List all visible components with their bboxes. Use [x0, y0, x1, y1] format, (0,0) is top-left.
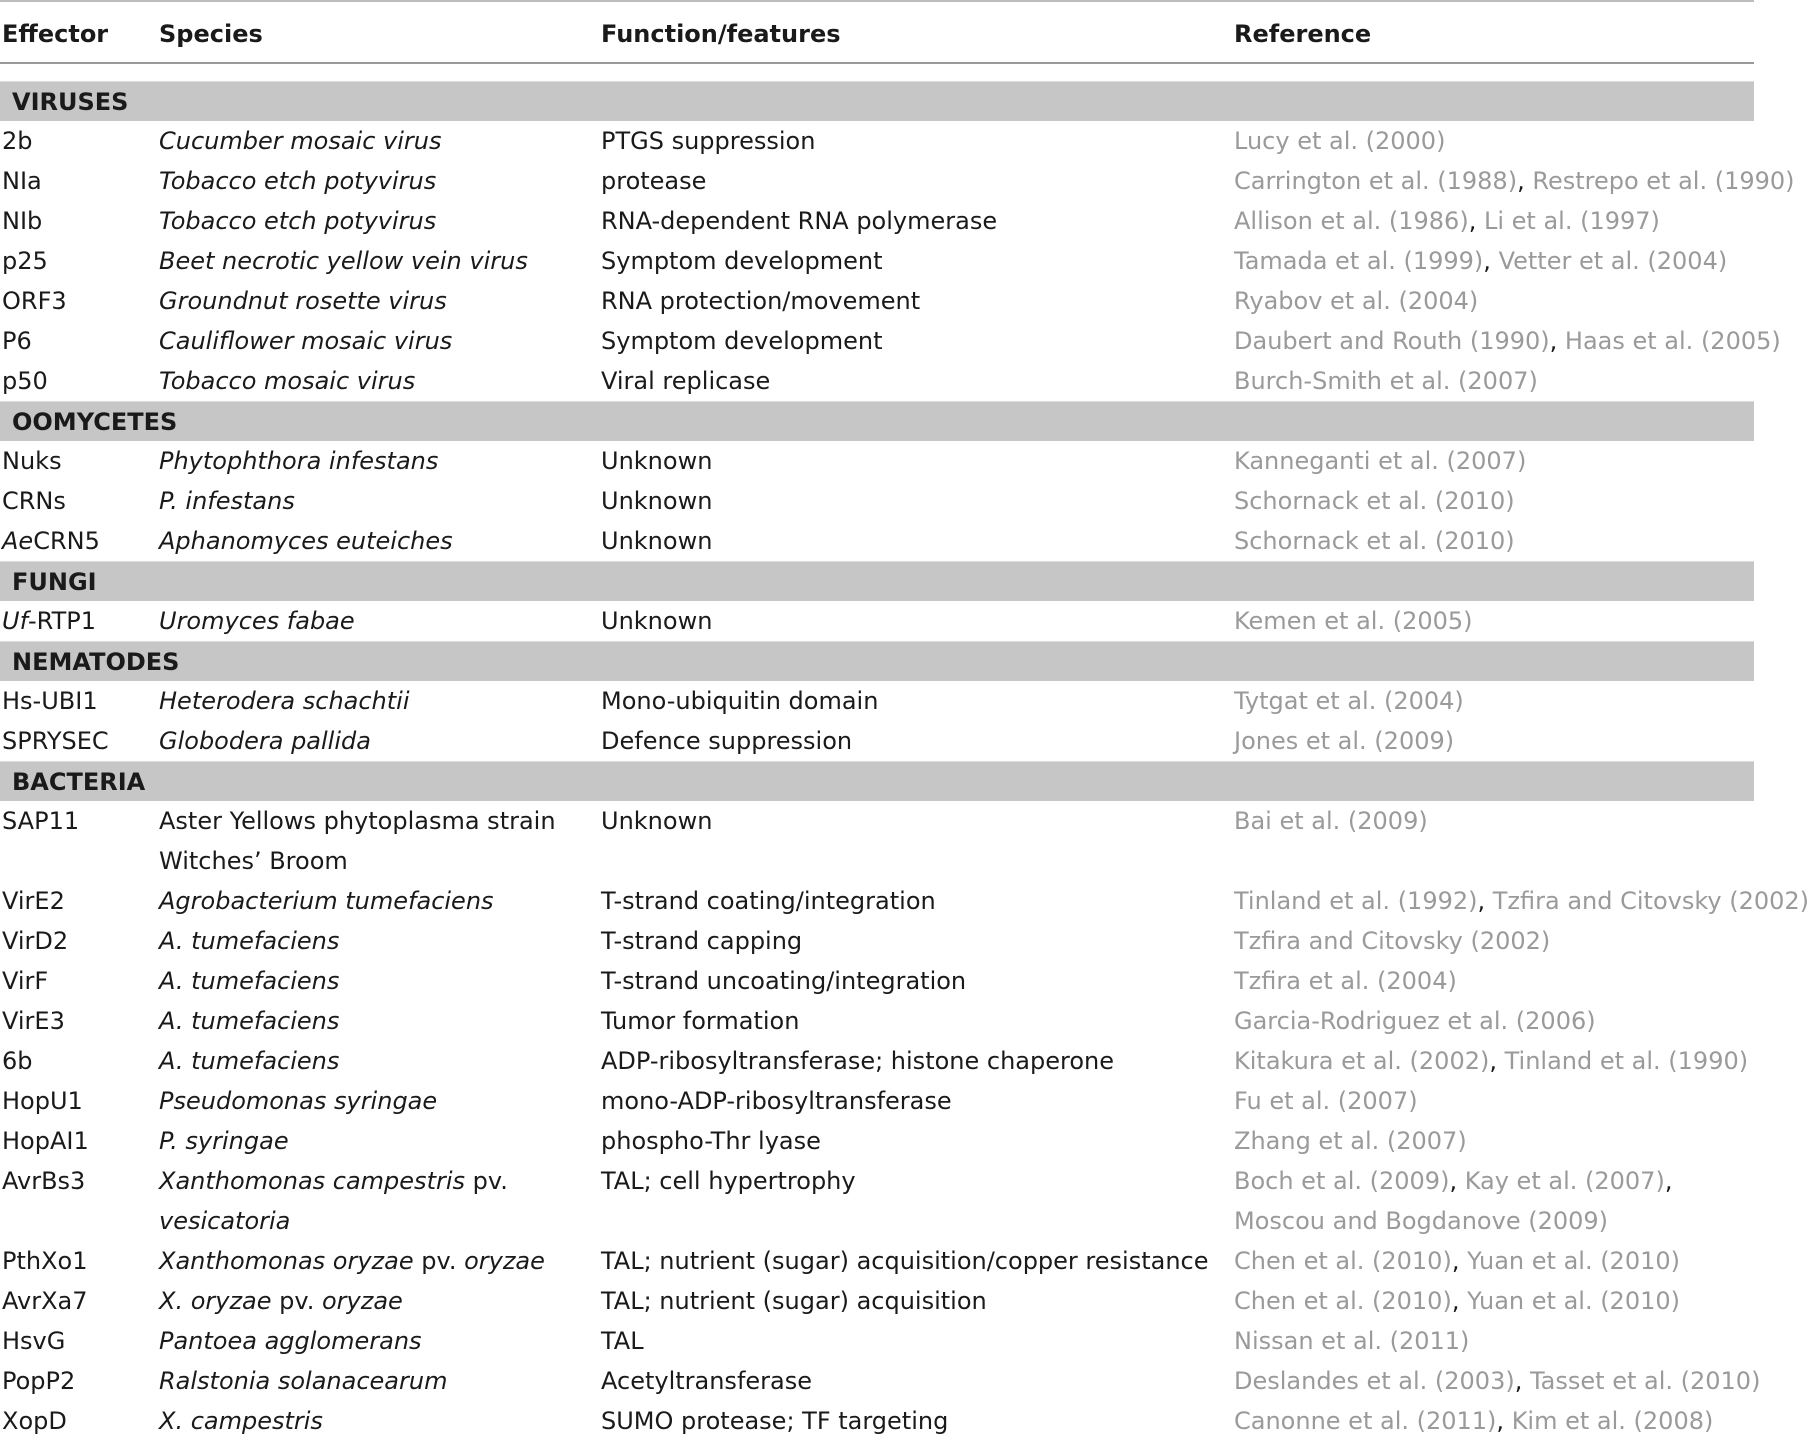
reference-separator: , — [1664, 1167, 1673, 1195]
table-row — [0, 201, 1754, 241]
reference-cell — [1234, 961, 1457, 1001]
table-body — [0, 81, 1809, 1441]
effector-name: XopD — [2, 1407, 67, 1435]
reference-link[interactable]: Daubert and Routh (1990) — [1234, 327, 1550, 355]
effector-name: -RTP1 — [28, 607, 97, 635]
table-row — [0, 1041, 1754, 1081]
table-row — [0, 241, 1754, 281]
table-row — [0, 681, 1754, 721]
effector-name: ORF3 — [2, 287, 67, 315]
reference-separator: , — [1496, 1407, 1512, 1435]
effector-name: VirE2 — [2, 887, 65, 915]
reference-separator: , — [1549, 327, 1565, 355]
section-header: NEMATODES — [0, 641, 1754, 681]
reference-separator: , — [1451, 1247, 1468, 1275]
species-cell — [159, 1081, 437, 1121]
table-row — [0, 361, 1754, 401]
species-name: Pantoea agglomerans — [159, 1327, 422, 1355]
reference-link[interactable]: Ryabov et al. (2004) — [1234, 287, 1479, 315]
reference-link[interactable]: Kay et al. (2007) — [1464, 1167, 1665, 1195]
reference-link[interactable]: Schornack et al. (2010) — [1234, 527, 1515, 555]
reference-separator: , — [1451, 1287, 1468, 1315]
reference-cell — [1234, 721, 1454, 761]
species-cell — [159, 721, 371, 761]
species-name: Tobacco etch potyvirus — [159, 167, 437, 195]
function-cell: Defence suppression — [601, 727, 853, 755]
effector-name: HopU1 — [2, 1087, 83, 1115]
species-name: Cucumber mosaic virus — [159, 127, 442, 155]
reference-separator: , — [1517, 167, 1533, 195]
effector-name: HsvG — [2, 1327, 66, 1355]
table-row — [0, 721, 1754, 761]
species-name: X. campestris — [159, 1407, 323, 1435]
reference-cell — [1234, 1081, 1418, 1121]
function-cell: T-strand capping — [601, 927, 803, 955]
table-row — [0, 121, 1754, 161]
species-name: Pseudomonas syringae — [159, 1087, 438, 1115]
reference-cell — [1234, 361, 1538, 401]
header-species: Species — [159, 20, 263, 48]
reference-cell — [1234, 121, 1445, 161]
species-cell — [159, 241, 528, 281]
function-cell: Tumor formation — [601, 1007, 800, 1035]
effector-cell — [2, 441, 62, 481]
reference-cell — [1234, 681, 1464, 721]
effector-name: NIa — [2, 167, 42, 195]
effector-name: P6 — [2, 327, 32, 355]
species-cell — [159, 321, 452, 361]
species-name: Tobacco mosaic virus — [159, 367, 416, 395]
effector-cell — [2, 281, 67, 321]
effector-name: CRN5 — [33, 527, 100, 555]
species-name: A. tumefaciens — [159, 927, 340, 955]
reference-link[interactable]: Restrepo et al. (1990) — [1532, 167, 1795, 195]
reference-link[interactable]: Chen et al. (2010) — [1234, 1287, 1452, 1315]
effector-cell — [2, 1081, 83, 1121]
reference-link[interactable]: Bai et al. (2009) — [1234, 807, 1428, 835]
effector-cell — [2, 521, 100, 561]
reference-cell — [1234, 1041, 1748, 1081]
species-name: Cauliflower mosaic virus — [159, 327, 453, 355]
function-cell: Unknown — [601, 487, 713, 515]
effector-cell — [2, 1041, 33, 1081]
function-cell: TAL; nutrient (sugar) acquisition/copper resistance — [601, 1247, 1209, 1275]
effector-cell — [2, 921, 68, 961]
effector-cell — [2, 481, 66, 521]
effector-name: HopAI1 — [2, 1127, 89, 1155]
function-cell: Mono-ubiquitin domain — [601, 687, 879, 715]
reference-cell — [1234, 601, 1473, 641]
reference-cell — [1234, 521, 1515, 561]
effector-name: 6b — [2, 1047, 33, 1075]
reference-link[interactable]: Tinland et al. (1990) — [1504, 1047, 1749, 1075]
species-name: Agrobacterium tumefaciens — [159, 887, 494, 915]
species-cell — [159, 1281, 403, 1321]
reference-link[interactable]: Burch-Smith et al. (2007) — [1234, 367, 1538, 395]
function-cell: T-strand coating/integration — [601, 887, 936, 915]
effector-prefix: Ae — [2, 527, 34, 555]
header-gap — [0, 64, 1754, 81]
table-row — [0, 1361, 1761, 1401]
section-header: FUNGI — [0, 561, 1754, 601]
species-name: X. oryzae — [159, 1287, 272, 1315]
table-header — [0, 0, 1754, 64]
reference-cell — [1234, 201, 1660, 241]
effector-cell — [2, 1241, 88, 1281]
reference-cell — [1234, 241, 1727, 281]
species-cell — [159, 1001, 339, 1041]
reference-link[interactable]: Kim et al. (2008) — [1511, 1407, 1714, 1435]
effector-name: VirE3 — [2, 1007, 65, 1035]
effector-cell — [2, 601, 96, 641]
species-name: A. tumefaciens — [159, 967, 340, 995]
reference-cell — [1234, 1401, 1713, 1441]
table-row — [0, 1001, 1754, 1041]
effector-cell — [2, 1001, 65, 1041]
effector-name: PopP2 — [2, 1367, 76, 1395]
reference-link[interactable]: Tzfira et al. (2004) — [1234, 967, 1457, 995]
table-row — [0, 281, 1754, 321]
reference-cell — [1234, 281, 1478, 321]
effector-cell — [2, 1361, 75, 1401]
table-row — [0, 321, 1781, 361]
reference-link[interactable]: Garcia-Rodriguez et al. (2006) — [1234, 1007, 1596, 1035]
species-name: Heterodera schachtii — [159, 687, 410, 715]
species-name: Aphanomyces euteiches — [159, 527, 453, 555]
table-row — [0, 1281, 1754, 1321]
reference-link[interactable]: Haas et al. (2005) — [1564, 327, 1781, 355]
reference-cell — [1234, 1001, 1596, 1041]
species-name: A. tumefaciens — [159, 1007, 340, 1035]
species-cell — [159, 441, 438, 481]
function-cell: protease — [601, 167, 707, 195]
reference-cell — [1234, 1121, 1467, 1161]
table-row — [0, 1321, 1754, 1361]
effector-cell — [2, 361, 48, 401]
reference-link[interactable]: Boch et al. (2009) — [1234, 1167, 1450, 1195]
species-cell — [159, 961, 339, 1001]
species-cell — [159, 681, 410, 721]
effector-name: AvrXa7 — [2, 1287, 88, 1315]
reference-cell — [1234, 441, 1526, 481]
reference-separator: , — [1477, 887, 1493, 915]
species-name: A. tumefaciens — [159, 1047, 340, 1075]
species-cell — [159, 521, 453, 561]
reference-link[interactable]: Tamada et al. (1999) — [1234, 247, 1484, 275]
reference-cell — [1234, 1161, 1754, 1241]
effector-name: p50 — [2, 367, 48, 395]
effector-cell — [2, 721, 109, 761]
species-cell — [159, 1041, 339, 1081]
species-name: Groundnut rosette virus — [159, 287, 447, 315]
effector-cell — [2, 161, 42, 201]
reference-link[interactable]: Fu et al. (2007) — [1234, 1087, 1418, 1115]
reference-link[interactable]: Jones et al. (2009) — [1234, 727, 1455, 755]
reference-link[interactable]: Chen et al. (2010) — [1234, 1247, 1452, 1275]
effector-cell — [2, 881, 65, 921]
function-cell: mono-ADP-ribosyltransferase — [601, 1087, 952, 1115]
species-cell — [159, 881, 494, 921]
species-cell — [159, 1121, 289, 1161]
effector-cell — [2, 961, 48, 1001]
reference-link[interactable]: Moscou and Bogdanove (2009) — [1234, 1207, 1609, 1235]
effector-name: 2b — [2, 127, 33, 155]
effector-cell — [2, 1281, 88, 1321]
section-header: OOMYCETES — [0, 401, 1754, 441]
effector-name: VirD2 — [2, 927, 69, 955]
effector-name: CRNs — [2, 487, 66, 515]
function-cell: Unknown — [601, 607, 713, 635]
effector-cell — [2, 681, 98, 721]
function-cell: TAL; cell hypertrophy — [601, 1167, 856, 1195]
function-cell: RNA protection/movement — [601, 287, 921, 315]
species-name: P. syringae — [159, 1127, 289, 1155]
reference-cell — [1234, 1321, 1469, 1361]
function-cell: Symptom development — [601, 247, 883, 275]
header-function: Function/features — [601, 20, 841, 48]
reference-cell — [1234, 1361, 1760, 1401]
reference-link[interactable]: Kanneganti et al. (2007) — [1234, 447, 1527, 475]
reference-link[interactable]: Carrington et al. (1988) — [1234, 167, 1518, 195]
species-name: Aster Yellows phytoplasma strain Witches’ Broom — [159, 807, 556, 875]
table-row — [0, 1401, 1754, 1441]
species-pathovar: oryzae — [322, 1287, 403, 1315]
reference-link[interactable]: Yuan et al. (2010) — [1467, 1247, 1680, 1275]
species-cell — [159, 1161, 579, 1241]
function-cell: Acetyltransferase — [601, 1367, 812, 1395]
reference-link[interactable]: Yuan et al. (2010) — [1467, 1287, 1680, 1315]
table-row — [0, 801, 1754, 881]
function-cell: T-strand uncoating/integration — [601, 967, 967, 995]
species-pv: pv. — [413, 1247, 465, 1275]
function-cell: SUMO protease; TF targeting — [601, 1407, 949, 1435]
header-reference: Reference — [1234, 20, 1372, 48]
reference-cell — [1234, 1241, 1680, 1281]
reference-separator: , — [1449, 1167, 1465, 1195]
reference-link[interactable]: Tzfira and Citovsky (2002) — [1234, 927, 1551, 955]
reference-cell — [1234, 1281, 1680, 1321]
species-cell — [159, 481, 295, 521]
species-cell — [159, 1401, 323, 1441]
reference-link[interactable]: Li et al. (1997) — [1483, 207, 1660, 235]
species-name: Tobacco etch potyvirus — [159, 207, 437, 235]
section-header: VIRUSES — [0, 81, 1754, 121]
species-cell — [159, 1361, 447, 1401]
effector-cell — [2, 1401, 67, 1441]
species-pathovar: oryzae — [464, 1247, 545, 1275]
species-name: P. infestans — [159, 487, 295, 515]
species-name: Globodera pallida — [159, 727, 371, 755]
reference-link[interactable]: Allison et al. (1986) — [1234, 207, 1469, 235]
function-cell: TAL — [601, 1327, 644, 1355]
reference-link[interactable]: Lucy et al. (2000) — [1234, 127, 1446, 155]
species-name: Xanthomonas oryzae — [159, 1247, 414, 1275]
species-name: Phytophthora infestans — [159, 447, 439, 475]
effector-cell — [2, 1161, 85, 1201]
reference-cell — [1234, 921, 1550, 961]
effector-name: p25 — [2, 247, 48, 275]
species-cell — [159, 361, 415, 401]
table-row — [0, 441, 1754, 481]
table-row — [0, 1081, 1754, 1121]
effector-name: SAP11 — [2, 807, 80, 835]
function-cell: RNA-dependent RNA polymerase — [601, 207, 998, 235]
function-cell: Symptom development — [601, 327, 883, 355]
species-pathovar: vesicatoria — [159, 1207, 291, 1235]
reference-link[interactable]: Tasset et al. (2010) — [1529, 1367, 1761, 1395]
reference-cell — [1234, 321, 1781, 361]
reference-link[interactable]: Tzfira and Citovsky (2002) — [1492, 887, 1809, 915]
table-row — [0, 521, 1754, 561]
table-row — [0, 881, 1809, 921]
table-row — [0, 961, 1754, 1001]
section-header: BACTERIA — [0, 761, 1754, 801]
effector-cell — [2, 1321, 65, 1361]
effector-name: SPRYSEC — [2, 727, 109, 755]
effector-name: PthXo1 — [2, 1247, 88, 1275]
function-cell: Unknown — [601, 527, 713, 555]
effector-cell — [2, 801, 79, 841]
reference-link[interactable]: Canonne et al. (2011) — [1234, 1407, 1497, 1435]
effector-name: Nuks — [2, 447, 62, 475]
function-cell: TAL; nutrient (sugar) acquisition — [601, 1287, 987, 1315]
species-pv: pv. — [271, 1287, 322, 1315]
effector-cell — [2, 1121, 89, 1161]
table-row — [0, 1161, 1754, 1241]
reference-link[interactable]: Vetter et al. (2004) — [1498, 247, 1728, 275]
reference-cell — [1234, 481, 1515, 521]
reference-link[interactable]: Tytgat et al. (2004) — [1234, 687, 1464, 715]
effector-name: VirF — [2, 967, 49, 995]
species-cell — [159, 801, 579, 881]
species-name: Ralstonia solanacearum — [159, 1367, 448, 1395]
species-pv: pv. — [465, 1167, 508, 1195]
effector-name: AvrBs3 — [2, 1167, 86, 1195]
species-cell — [159, 601, 355, 641]
reference-separator: , — [1489, 1047, 1505, 1075]
species-cell — [159, 1321, 422, 1361]
species-cell — [159, 1241, 545, 1281]
table-row — [0, 1121, 1754, 1161]
species-cell — [159, 921, 339, 961]
function-cell: PTGS suppression — [601, 127, 816, 155]
effector-cell — [2, 121, 33, 161]
reference-link[interactable]: Nissan et al. (2011) — [1234, 1327, 1470, 1355]
reference-separator: , — [1468, 207, 1484, 235]
function-cell: Unknown — [601, 807, 713, 835]
species-cell — [159, 121, 441, 161]
reference-separator: , — [1514, 1367, 1530, 1395]
function-cell: Unknown — [601, 447, 713, 475]
reference-cell — [1234, 161, 1795, 201]
species-cell — [159, 201, 436, 241]
species-name: Beet necrotic yellow vein virus — [159, 247, 528, 275]
reference-link[interactable]: Deslandes et al. (2003) — [1234, 1367, 1515, 1395]
reference-cell — [1234, 881, 1809, 921]
effector-prefix: Uf — [2, 607, 29, 635]
species-cell — [159, 161, 436, 201]
species-name: Uromyces fabae — [159, 607, 355, 635]
species-cell — [159, 281, 447, 321]
reference-link[interactable]: Schornack et al. (2010) — [1234, 487, 1515, 515]
reference-link[interactable]: Kemen et al. (2005) — [1234, 607, 1473, 635]
reference-cell — [1234, 801, 1754, 841]
reference-link[interactable]: Tinland et al. (1992) — [1234, 887, 1478, 915]
effector-name: NIb — [2, 207, 43, 235]
table-row — [0, 1241, 1754, 1281]
table-row — [0, 921, 1754, 961]
table-row — [0, 481, 1754, 521]
effector-cell — [2, 201, 42, 241]
effector-cell — [2, 241, 48, 281]
reference-link[interactable]: Zhang et al. (2007) — [1234, 1127, 1467, 1155]
species-name: Xanthomonas campestris — [159, 1167, 466, 1195]
function-cell: ADP-ribosyltransferase; histone chaperone — [601, 1047, 1114, 1075]
reference-separator: , — [1483, 247, 1499, 275]
table-row — [0, 601, 1754, 641]
reference-link[interactable]: Kitakura et al. (2002) — [1234, 1047, 1490, 1075]
effector-cell — [2, 321, 32, 361]
effector-name: Hs-UBI1 — [2, 687, 98, 715]
function-cell: Viral replicase — [601, 367, 771, 395]
table-row — [0, 161, 1795, 201]
header-effector: Effector — [2, 20, 109, 48]
function-cell: phospho-Thr lyase — [601, 1127, 821, 1155]
